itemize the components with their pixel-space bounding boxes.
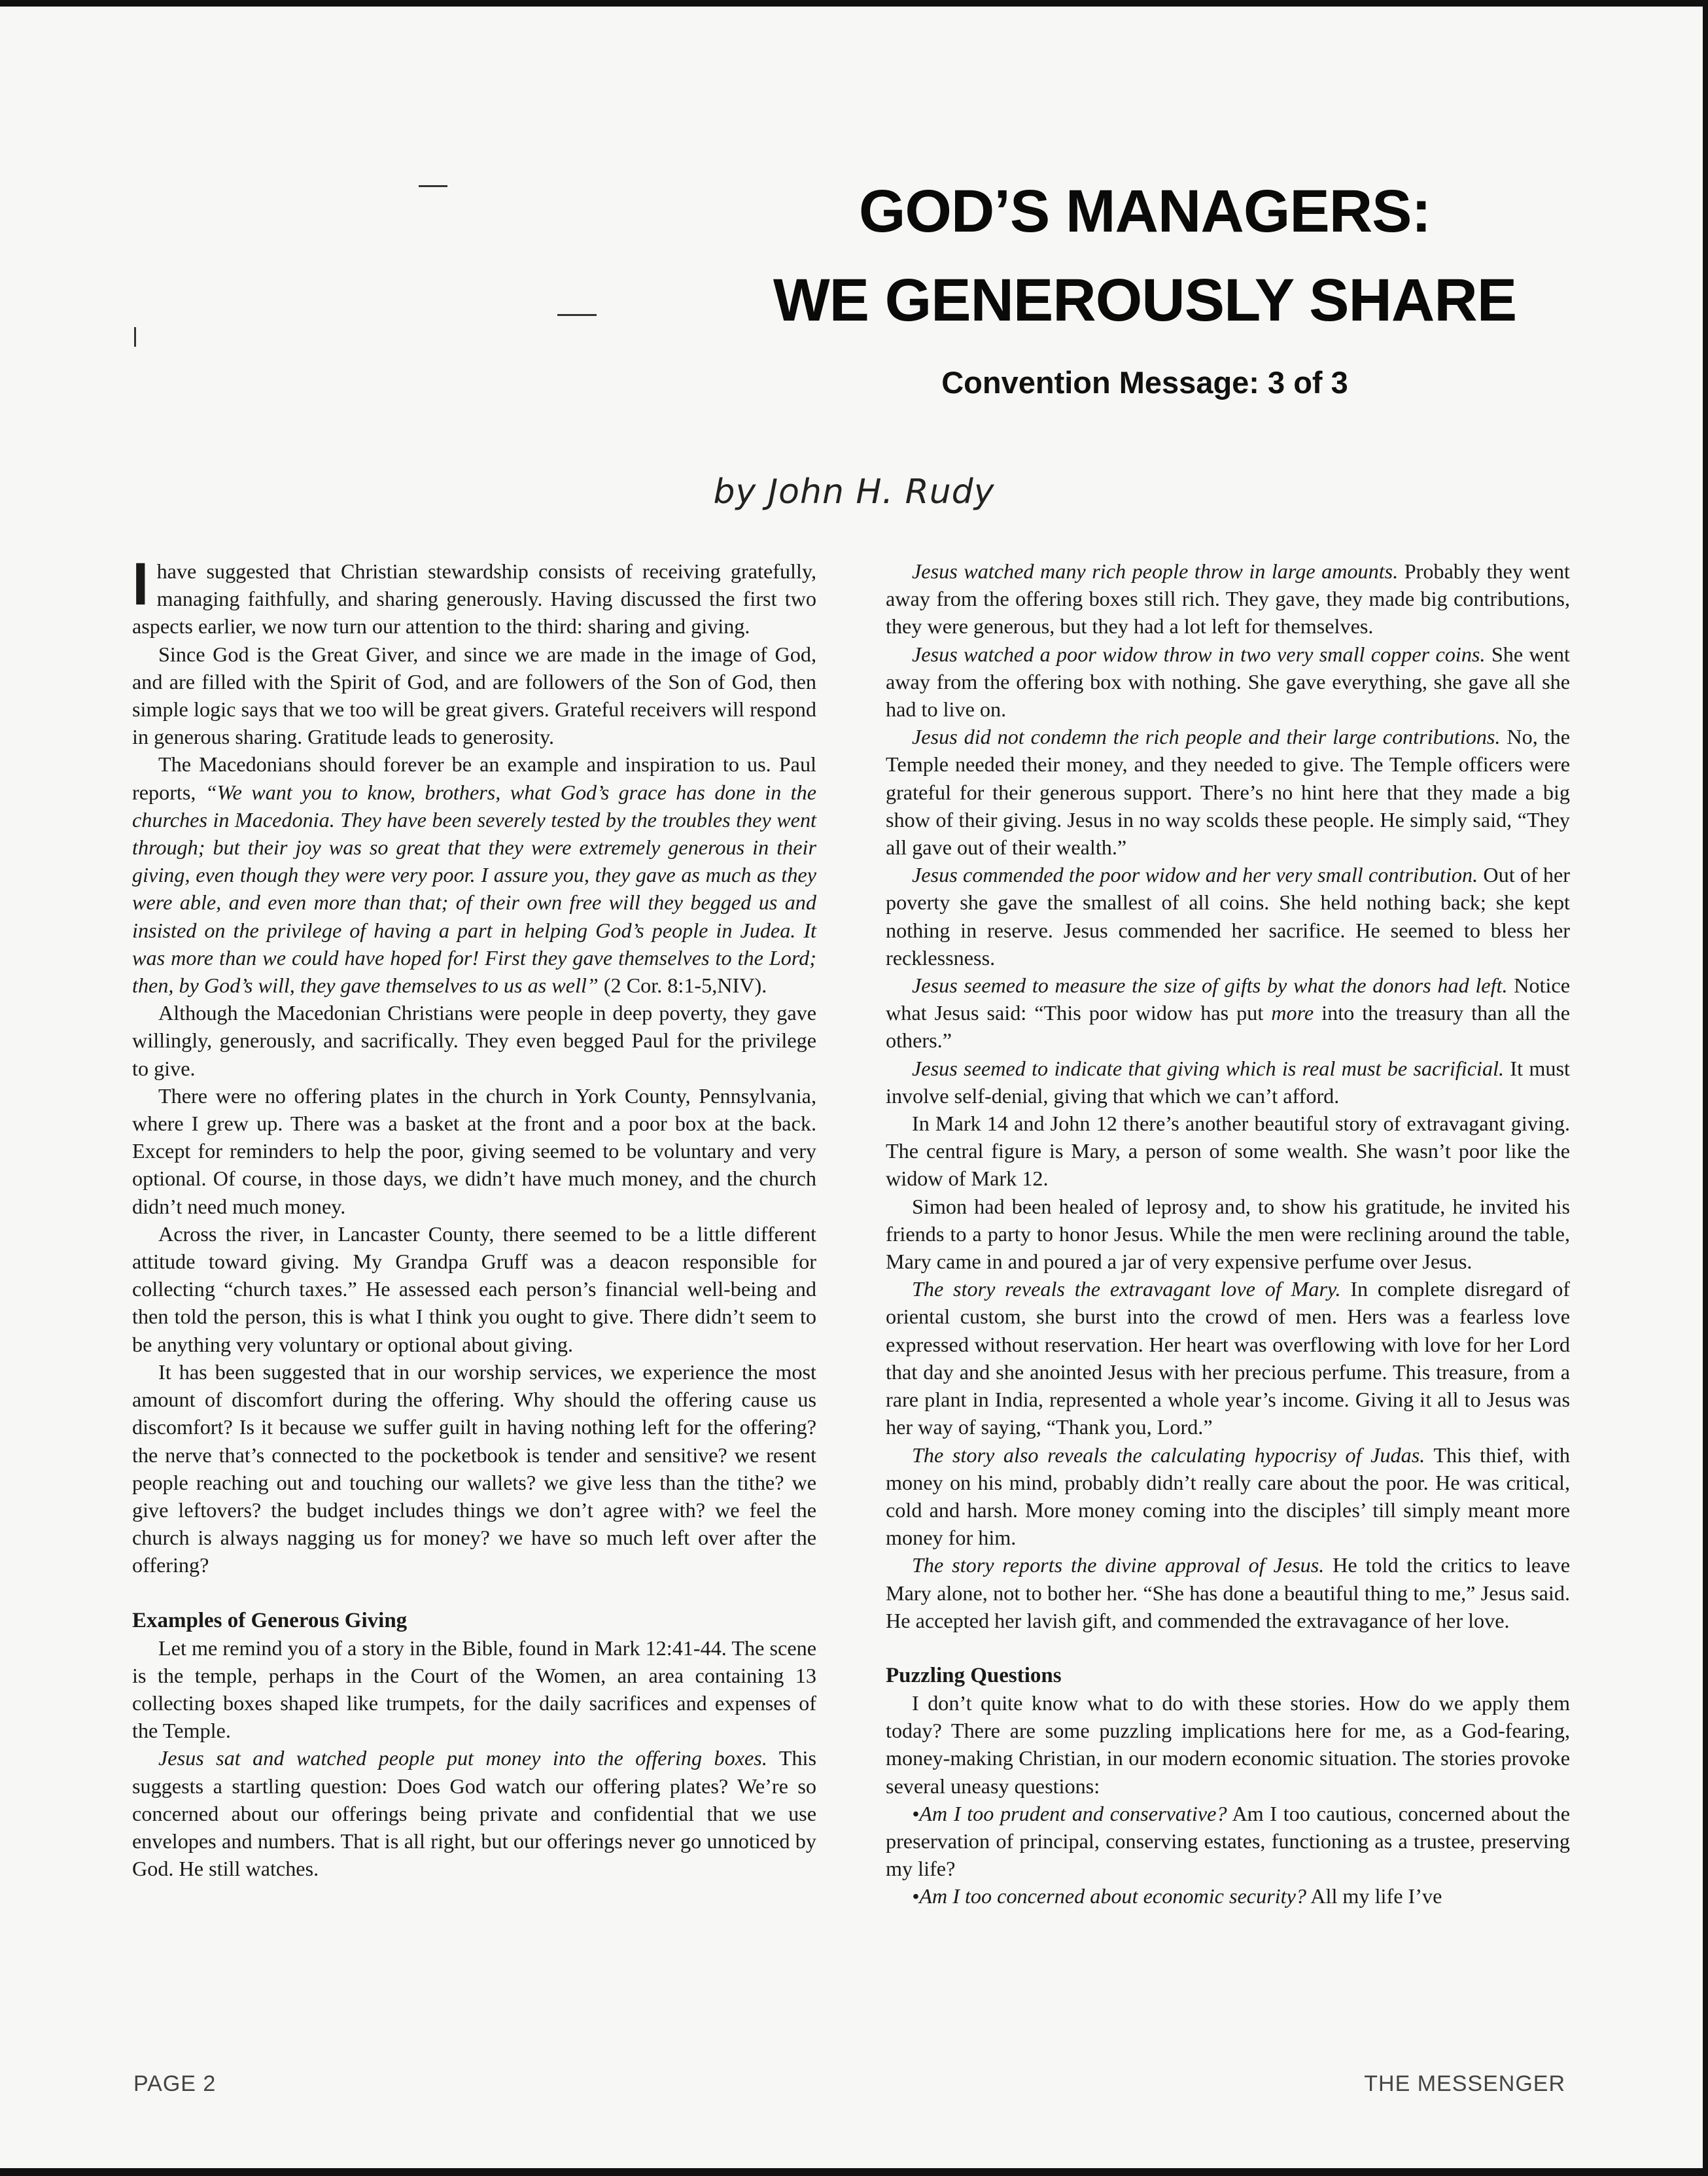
article-subtitle: Convention Message: 3 of 3 [941,365,1348,400]
page-border-right [1703,0,1708,2176]
paragraph: It has been suggested that in our worship services, we experience the most amount of discomfort during the offering. Why should the offering cause us discomfort? Is it because we suffer guilt in having nothing left for the offering? the nerve that’s connected to the pocketbook is tender and sensitive? we resent people reaching out and touching our wallets? we give less than the tithe? we give leftovers? the budget includes things we don’t agree with? we feel the church is always nagging us for money? we have so much left over after the offering? [132,1360,816,1577]
scan-speck [419,185,447,187]
scan-speck [557,314,597,316]
paragraph: The story reveals the extravagant love of Mary. In complete disregard of oriental custom, she burst into the crowd of men. Hers was a fearless love expressed without reservation. Her heart was overflowing with love for her Lord that day and she anointed Jesus with her precious perfume. This treasure, from a rare plant in India, represented a whole year’s income. Giving it all to Jesus was her way of saying, “Thank you, Lord.” [886,1277,1571,1439]
title-block [706,167,1583,400]
byline: by John H. Rudy [713,472,995,512]
paragraph: Across the river, in Lancaster County, there seemed to be a little different attitude toward giving. My Grandpa Gruff was a deacon responsible for collecting “church taxes.” He assessed each person’s financial well-being and then told the person, this is what I think you ought to give. There didn’t seem to be anything very voluntary or optional about giving. [132,1221,816,1356]
paragraph: Jesus watched a poor widow throw in two very small copper coins. She went away from the offering box with nothing. She gave everything, she gave all she had to live on. [886,642,1570,722]
page-border-top [0,0,1708,7]
paragraph: I have suggested that Christian stewardship consists of receiving gratefully, managing faithfully, and sharing generously. Having discussed the first two aspects earlier, we now turn our attention to the third: sharing and giving. [132,551,816,639]
section-heading: Puzzling Questions [886,1663,1062,1687]
drop-cap: I [132,551,149,618]
article-title-line-2: WE GENEROUSLY SHARE [773,267,1517,334]
paragraph: The story also reveals the calculating hypocrisy of Judas. This thief, with money on his mind, probably didn’t really care about the poor. He was critical, cold and harsh. More money coming into the disciples’ till simply meant more money for him. [886,1443,1570,1550]
paragraph: Jesus watched many rich people throw in large amounts. Probably they went away from the offering boxes still rich. They gave, they made big contributions, they were generous, but they had a lot left for themselves. [886,559,1570,639]
paragraph: Let me remind you of a story in the Bible, found in Mark 12:41-44. The scene is the temple, perhaps in the Court of the Women, an area containing 13 collecting boxes shaped like trumpets, for the daily sacrifices and expenses of the Temple. [132,1636,816,1743]
paragraph: Jesus sat and watched people put money into the offering boxes. This suggests a startling question: Does God watch our offering plates? We’re so concerned about our offerings being private and confidential that we use envelopes and numbers. That is all right, but our offerings never go unnoticed by God. He still watches. [132,1746,816,1881]
bullet-item: •Am I too concerned about economic security? All my life I’ve [912,1884,1442,1908]
paragraph: I don’t quite know what to do with these stories. How do we apply them today? There are some puzzling implications here for me, as a God-fearing, money-making Christian, in our modern economic situation. The stories provoke several uneasy questions: [886,1691,1570,1798]
paragraph: Jesus seemed to indicate that giving which is real must be sacrificial. It must involve self-denial, giving that which we can’t afford. [886,1056,1570,1108]
paragraph: Although the Macedonian Christians were people in deep poverty, they gave willingly, generously, and sacrifically. They even begged Paul for the privilege to give. [132,1001,816,1080]
paragraph: Jesus did not condemn the rich people and their large contributions. No, the Temple needed their money, and they needed to give. The Temple officers were grateful for their generous support. There’s no hint here that they made a big show of their giving. Jesus in no way scolds these people. He simply said, “They all gave out of their wealth.” [886,725,1570,860]
publication-name: THE MESSENGER [1364,2071,1565,2096]
paragraph: The Macedonians should forever be an example and inspiration to us. Paul reports, “We want you to know, brothers, what God’s grace has done in the churches in Macedonia. They have been severely tested by the troubles they went through; but their joy was so great that they were extremely generous in their giving, even though they were very poor. I assure you, they gave as much as they were able, and even more than that; of their own free will they begged us and insisted on the privilege of having a part in helping God’s people in Judea. It was more than we could have hoped for! First they gave themselves to the Lord; then, by God’s will, they gave themselves to us as well” (2 Cor. 8:1-5,NIV). [132,752,817,998]
paragraph: Jesus commended the poor widow and her very small contribution. Out of her poverty she gave the smallest of all coins. She held nothing back; she kept nothing in reserve. Jesus commended her sacrifice. He seemed to bless her recklessness. [886,863,1570,970]
article-title-line-1: GOD’S MANAGERS: [858,178,1431,245]
paragraph: In Mark 14 and John 12 there’s another beautiful story of extravagant giving. The central figure is Mary, a person of some wealth. She wasn’t poor like the widow of Mark 12. [886,1112,1570,1191]
left-column [132,551,817,1882]
paragraph: There were no offering plates in the church in York County, Pennsylvania, where I grew up. There was a basket at the front and a poor box at the back. Except for reminders to help the poor, giving seemed to be voluntary and very optional. Of course, in those days, we didn’t have much money, and the church didn’t need much money. [132,1083,816,1218]
right-column [886,557,1570,1910]
bullet-item: •Am I too prudent and conservative? Am I too cautious, concerned about the preservation of principal, conserving estates, functioning as a trustee, preserving my life? [886,1801,1570,1881]
page-number: PAGE 2 [133,2071,217,2096]
section-heading: Examples of Generous Giving [132,1608,408,1632]
paragraph: Since God is the Great Giver, and since we are made in the image of God, and are filled with the Spirit of God, and are followers of the Son of God, then simple logic says that we too will be great givers. Grateful receivers will respond in generous sharing. Gratitude leads to generosity. [132,642,816,749]
paragraph: Jesus seemed to measure the size of gifts by what the donors had left. Notice what Jesus said: “This poor widow has put more into the treasury than all the others.” [886,974,1570,1053]
paragraph: Simon had been healed of leprosy and, to show his gratitude, he invited his friends to a party to honor Jesus. While the men were reclining around the table, Mary came in and poured a jar of very expensive perfume over Jesus. [886,1194,1570,1274]
paragraph: The story reports the divine approval of Jesus. He told the critics to leave Mary alone, not to bother her. “She has done a beautiful thing to me,” Jesus said. He accepted her lavish gift, and commended the extravagance of her love. [886,1553,1570,1632]
scan-speck [134,327,136,347]
scripture-quote: “We want you to know, brothers, what God’s grace has done in the churches in Macedonia. They have been severely tested by the troubles they went through; but their joy was so great that they were extremely generous in their giving, even though they were very poor. I assure you, they gave as much as they were able, and even more than that; of their own free will they begged us and insisted on the privilege of having a part in helping God’s people in Judea. It was more than we could have hoped for! First they gave themselves to the Lord; then, by God’s will, they gave themselves to us as well” [132,780,817,998]
page-border-bottom [0,2168,1708,2176]
